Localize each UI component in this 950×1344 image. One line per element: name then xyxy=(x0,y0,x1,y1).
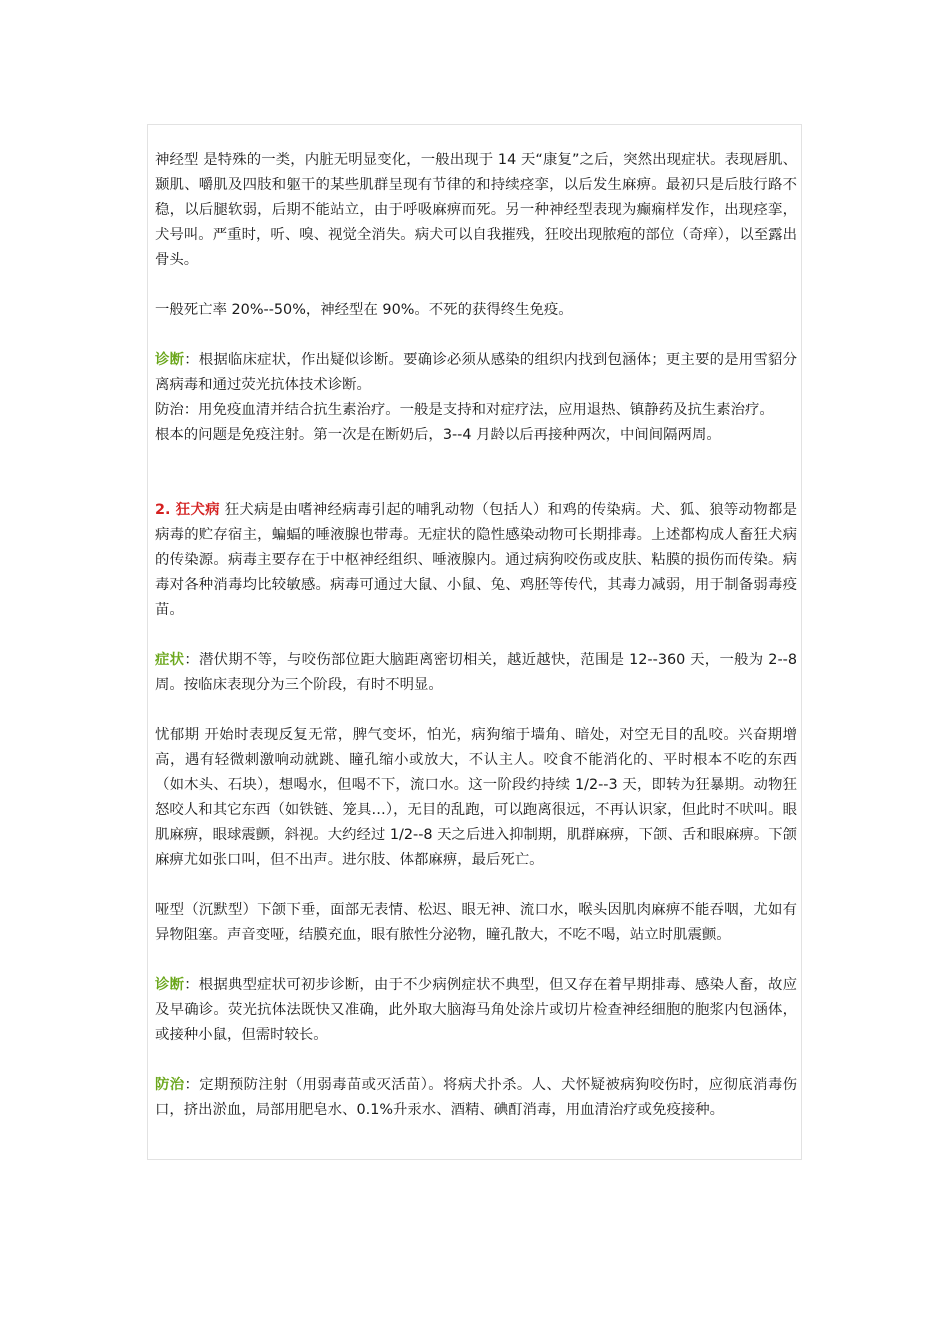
vaccination-paragraph: 根本的问题是免疫注射。第一次是在断奶后，3--4 月龄以后再接种两次，中间间隔两周。 xyxy=(155,427,721,443)
treatment-paragraph: 防治：用免疫血清并结合抗生素治疗。一般是支持和对症疗法，应用退热、镇静药及抗生素治疗。 xyxy=(155,402,774,418)
section-title: 2. 狂犬病 xyxy=(155,502,220,518)
dumb-type-paragraph: 哑型（沉默型）下颌下垂，面部无表情、松迟、眼无神、流口水，喉头因肌肉麻痹不能吞咽，尤如有异物阻塞。声音变哑，结膜充血，眼有脓性分泌物，瞳孔散大，不吃不喝，站立时肌震颤。 xyxy=(155,902,797,943)
diagnosis-label: 诊断 xyxy=(155,352,185,368)
depression-stage-paragraph: 忧郁期 开始时表现反复无常，脾气变坏，怕光，病狗缩于墙角、暗处，对空无目的乱咬。兴奋期增高，遇有轻微刺激响动就跳、瞳孔缩小或放大，不认主人。咬食不能消化的、平时根本不吃的东西（如木头、石块），想喝水，但喝不下，流口水。这一阶段约持续 1/2--3 天，即转为狂暴期。动物狂怒咬人和其它东西（如铁链、笼具…），无目的乱跑，可以跑离很远，不再认识家，但此时不吠叫。眼肌麻痹，眼球震颤，斜视。大约经过 1/2--8 天之后进入抑制期，肌群麻痹，下颌、舌和眼麻痹。下颌麻痹尤如张口叫，但不出声。进尔肢、体都麻痹，最后死亡。 xyxy=(155,727,797,868)
rabies-diagnosis-paragraph: 诊断：根据典型症状可初步诊断，由于不少病例症状不典型，但又存在着早期排毒、感染人畜，故应及早确诊。荧光抗体法既快又准确，此外取大脑海马角处涂片或切片检查神经细胞的胞浆内包涵体，或接种小鼠，但需时较长。 xyxy=(155,977,797,1043)
symptom-paragraph: 症状：潜伏期不等，与咬伤部位距大脑距离密切相关，越近越快，范围是 12--360 天，一般为 2--8 周。按临床表现分为三个阶段，有时不明显。 xyxy=(155,652,797,693)
document-body xyxy=(155,148,797,1123)
diagnosis-paragraph: 诊断：根据临床症状，作出疑似诊断。要确诊必须从感染的组织内找到包涵体；更主要的是用雪貂分离病毒和通过荧光抗体技术诊断。 xyxy=(155,352,797,393)
rabies-treatment-label: 防治 xyxy=(155,1077,185,1093)
rabies-paragraph: 2. 狂犬病 狂犬病是由嗜神经病毒引起的哺乳动物（包括人）和鸡的传染病。犬、狐、狼等动物都是病毒的贮存宿主，蝙蝠的唾液腺也带毒。无症状的隐性感染动物可长期排毒。上述都构成人畜狂犬病的传染源。病毒主要存在于中枢神经组织、唾液腺内。通过病狗咬伤或皮肤、粘膜的损伤而传染。病毒对各种消毒均比较敏感。病毒可通过大鼠、小鼠、兔、鸡胚等传代，其毒力减弱，用于制备弱毒疫苗。 xyxy=(155,502,797,618)
rabies-diagnosis-label: 诊断 xyxy=(155,977,185,993)
symptom-label: 症状 xyxy=(155,652,185,668)
neuro-type-paragraph: 神经型 是特殊的一类，内脏无明显变化，一般出现于 14 天“康复”之后，突然出现症状。表现唇肌、颞肌、嚼肌及四肢和躯干的某些肌群呈现有节律的和持续痉挛，以后发生麻痹。最初只是后肢行路不稳，以后腿软弱，后期不能站立，由于呼吸麻痹而死。另一种神经型表现为癫痫样发作，出现痉挛，犬号叫。严重时，听、嗅、视觉全消失。病犬可以自我摧残，狂咬出现脓疱的部位（奇痒），以至露出骨头。 xyxy=(155,152,797,268)
mortality-paragraph: 一般死亡率 20%--50%，神经型在 90%。不死的获得终生免疫。 xyxy=(155,302,573,318)
rabies-treatment-paragraph: 防治：定期预防注射（用弱毒苗或灭活苗）。将病犬扑杀。人、犬怀疑被病狗咬伤时，应彻底消毒伤口，挤出淤血，局部用肥皂水、0.1%升汞水、酒精、碘酊消毒，用血清治疗或免疫接种。 xyxy=(155,1077,797,1118)
